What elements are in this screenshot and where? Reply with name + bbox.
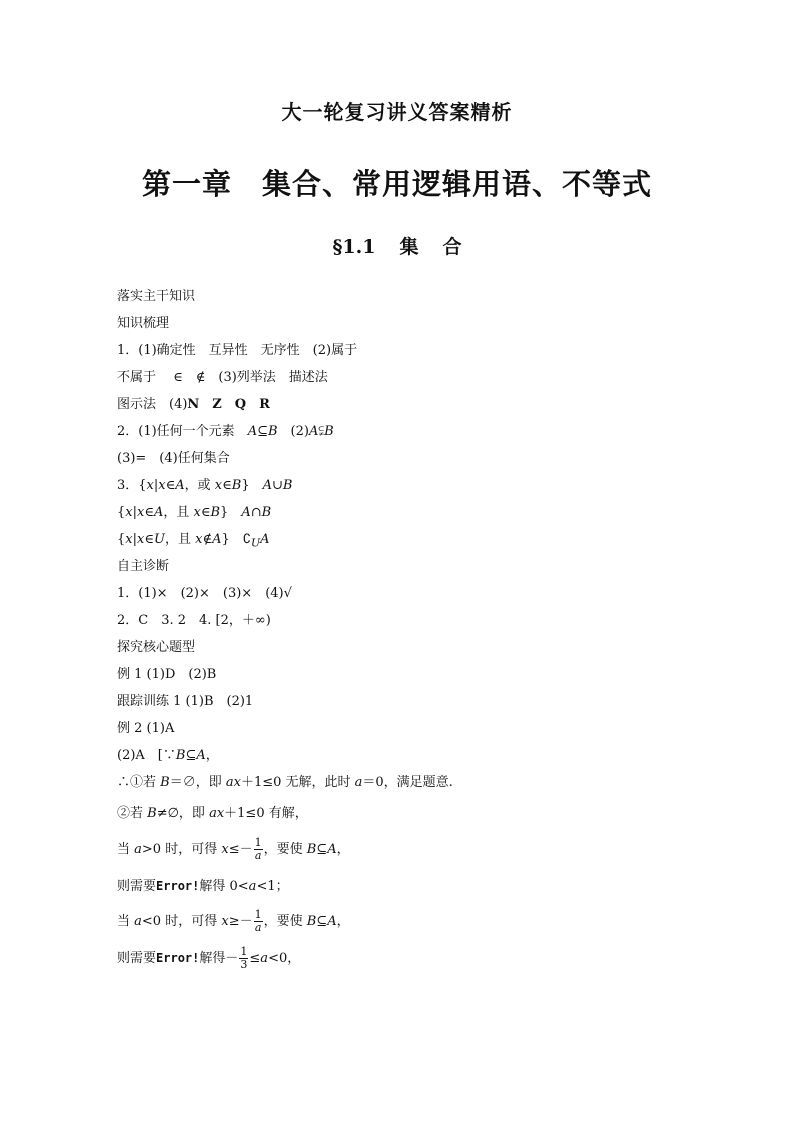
section-title	[0, 232, 794, 259]
document-title: 大一轮复习讲义答案精析	[281, 100, 513, 124]
answer-line-6: 3．{x|x∈A，或 x∈B} A∪B	[117, 478, 293, 493]
answer-line-2: 不属于 ∈ ∉ (3)列举法 描述法	[117, 370, 328, 385]
answer-line-15: ∴①若 B＝∅，即 ax＋1≤0 无解，此时 a＝0，满足题意.	[117, 775, 453, 790]
heading-zizhu: 自主诊断	[117, 559, 170, 574]
answer-line-5: (3)= (4)任何集合	[117, 451, 230, 466]
fraction-one-over-a: $\frac{1}{a}$	[254, 908, 262, 934]
answer-line-11: 例 1 (1)D (2)B	[117, 667, 217, 682]
section-name-second: 合	[442, 236, 462, 258]
answer-line-1: 1．(1)确定性 互异性 无序性 (2)属于	[117, 343, 358, 358]
answer-line-9: 1．(1)× (2)× (3)× (4)√	[117, 586, 292, 601]
answer-line-18: 则需要Error!解得 0<a<1；	[117, 879, 289, 894]
answer-line-16: ②若 B≠∅，即 ax＋1≤0 有解，	[117, 806, 308, 821]
answer-line-12: 跟踪训练 1 (1)B (2)1	[117, 694, 254, 709]
chapter-label: 第一章	[141, 167, 232, 201]
error-field-marker: Error!	[156, 879, 200, 893]
answer-line-13: 例 2 (1)A	[117, 721, 175, 736]
answer-line-14: (2)A [∵B⊆A，	[117, 748, 219, 763]
answer-line-7: {x|x∈A，且 x∈B} A∩B	[117, 505, 272, 520]
error-field-marker: Error!	[156, 951, 200, 965]
answer-line-10: 2．C 3. 2 4. [2，＋∞)	[117, 613, 271, 628]
answer-line-4: 2．(1)任何一个元素 A⊆B (2)A⫋B	[117, 424, 334, 439]
fraction-one-over-three: $\frac{1}{3}$	[240, 945, 248, 971]
answer-line-8: {x|x∈U，且 x∉A} $∁_UA$	[117, 532, 270, 550]
heading-zhishi: 知识梳理	[117, 316, 170, 331]
answer-line-20: 则需要Error!解得－ $\frac{1}{3}$ ≤a<0，	[117, 945, 301, 971]
fraction-one-over-a: $\frac{1}{a}$	[254, 836, 262, 862]
heading-luoshi: 落实主干知识	[117, 289, 196, 304]
chapter-title	[0, 162, 794, 203]
answer-line-17: 当 a>0 时，可得 x≤－ $\frac{1}{a}$ ，要使 B⊆A，	[117, 836, 350, 862]
answer-content	[117, 283, 697, 976]
section-name-first: 集	[399, 236, 419, 258]
chapter-name: 集合、常用逻辑用语、不等式	[262, 167, 653, 201]
section-number: §1.1	[332, 236, 376, 258]
heading-tanjiu: 探究核心题型	[117, 640, 196, 655]
answer-line-3: 图示法 (4)N Z Q R	[117, 397, 270, 412]
answer-line-19: 当 a<0 时，可得 x≥－ $\frac{1}{a}$ ，要使 B⊆A，	[117, 908, 350, 934]
